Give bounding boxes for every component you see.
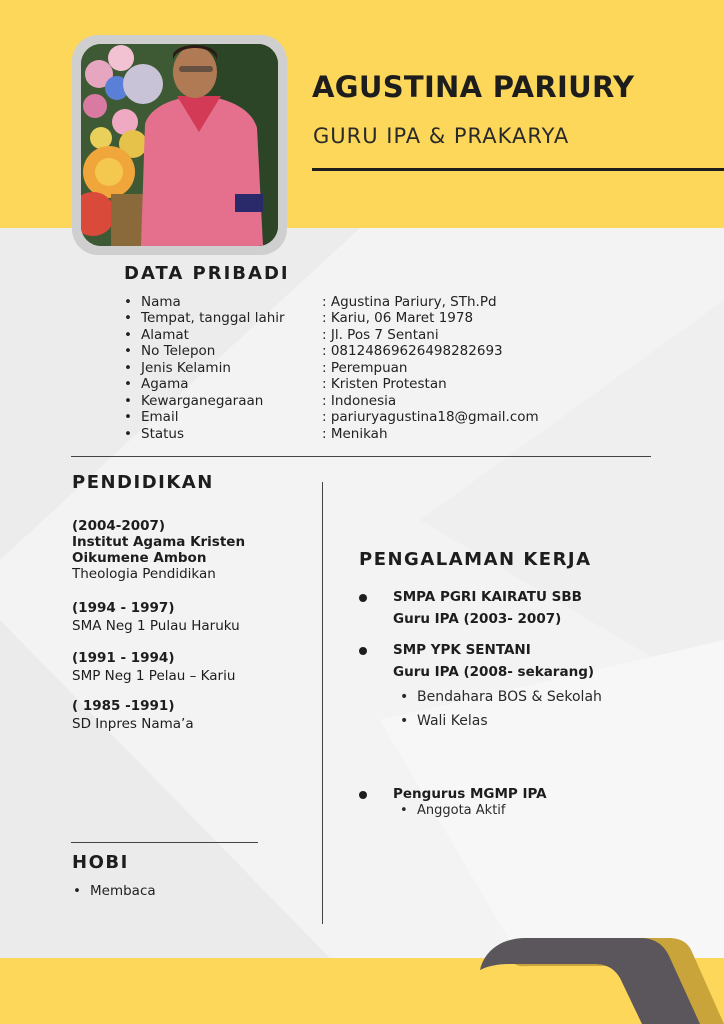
hobi-divider xyxy=(71,842,258,843)
data-value: : 08124869626498282693 xyxy=(322,343,503,359)
bullet: • xyxy=(400,689,409,705)
data-label: Tempat, tanggal lahir xyxy=(141,310,285,326)
section-heading-data-pribadi: DATA PRIBADI xyxy=(124,263,290,284)
education-item-2 xyxy=(72,600,240,634)
data-value: : Menikah xyxy=(322,426,388,442)
job-sub-item xyxy=(400,689,602,705)
data-value: : Kariu, 06 Maret 1978 xyxy=(322,310,474,326)
candidate-role: GURU IPA & PRAKARYA xyxy=(313,124,570,148)
job-position: Guru IPA (2008- sekarang) xyxy=(393,664,595,680)
bullet: • xyxy=(124,310,132,326)
job-place: SMP YPK SENTANI xyxy=(393,642,531,658)
bullet: • xyxy=(124,393,132,409)
section-divider xyxy=(71,456,651,457)
bullet: • xyxy=(124,360,132,376)
bullet: • xyxy=(400,713,409,729)
job-item-2 xyxy=(393,639,594,683)
education-item-4 xyxy=(72,698,194,732)
job-bullet xyxy=(359,594,367,602)
data-label: Status xyxy=(141,426,185,442)
data-label: Jenis Kelamin xyxy=(141,360,231,376)
job-place: Pengurus MGMP IPA xyxy=(393,786,547,802)
hobi-label: Membaca xyxy=(90,883,156,899)
data-value: : Kristen Protestan xyxy=(322,376,447,392)
education-years: (2004-2007) xyxy=(72,518,166,534)
decorative-shape xyxy=(470,930,724,1024)
job-bullet xyxy=(359,791,367,799)
job-position: Guru IPA (2003- 2007) xyxy=(393,611,562,627)
job-bullet xyxy=(359,647,367,655)
job-place: SMPA PGRI KAIRATU SBB xyxy=(393,589,582,605)
data-value: : Jl. Pos 7 Sentani xyxy=(322,327,439,343)
job-sub-item xyxy=(400,803,506,818)
hobi-item xyxy=(73,883,156,899)
education-years: (1994 - 1997) xyxy=(72,600,175,616)
job-sub-label: Anggota Aktif xyxy=(417,803,506,818)
job-sub-item xyxy=(400,713,488,729)
job-item-1 xyxy=(393,586,582,630)
education-years: (1991 - 1994) xyxy=(72,650,175,666)
bullet: • xyxy=(124,294,132,310)
bullet: • xyxy=(400,803,408,818)
profile-photo xyxy=(81,44,278,246)
section-heading-hobi: HOBI xyxy=(72,852,129,873)
data-label: Email xyxy=(141,409,179,425)
education-years: ( 1985 -1991) xyxy=(72,698,175,714)
data-value: : Indonesia xyxy=(322,393,397,409)
section-heading-pengalaman: PENGALAMAN KERJA xyxy=(359,549,592,570)
education-school: SMP Neg 1 Pelau – Kariu xyxy=(72,668,236,684)
data-value: : Perempuan xyxy=(322,360,408,376)
data-label: Kewarganegaraan xyxy=(141,393,264,409)
data-label: Nama xyxy=(141,294,181,310)
bullet: • xyxy=(124,327,132,343)
education-major: Theologia Pendidikan xyxy=(72,566,216,582)
education-item-3 xyxy=(72,650,235,684)
data-value: : pariuryagustina18@gmail.com xyxy=(322,409,539,425)
education-school-line2: Oikumene Ambon xyxy=(72,550,207,566)
education-school: SD Inpres Nama’a xyxy=(72,716,194,732)
data-label: No Telepon xyxy=(141,343,216,359)
bullet: • xyxy=(124,409,132,425)
data-label: Alamat xyxy=(141,327,189,343)
education-school: Institut Agama Kristen xyxy=(72,534,246,550)
bullet: • xyxy=(124,376,132,392)
job-sub-label: Wali Kelas xyxy=(417,713,488,729)
data-value: : Agustina Pariury, STh.Pd xyxy=(322,294,497,310)
education-item-1 xyxy=(72,518,245,582)
bullet: • xyxy=(73,883,81,899)
profile-photo-frame xyxy=(72,35,287,255)
bullet: • xyxy=(124,343,132,359)
candidate-name: AGUSTINA PARIURY xyxy=(312,70,635,104)
job-sub-label: Bendahara BOS & Sekolah xyxy=(417,689,602,705)
column-divider xyxy=(322,482,323,924)
job-item-3 xyxy=(393,783,547,805)
section-heading-pendidikan: PENDIDIKAN xyxy=(72,472,214,493)
title-underline xyxy=(312,168,724,171)
data-label: Agama xyxy=(141,376,189,392)
education-school: SMA Neg 1 Pulau Haruku xyxy=(72,618,240,634)
bullet: • xyxy=(124,426,132,442)
